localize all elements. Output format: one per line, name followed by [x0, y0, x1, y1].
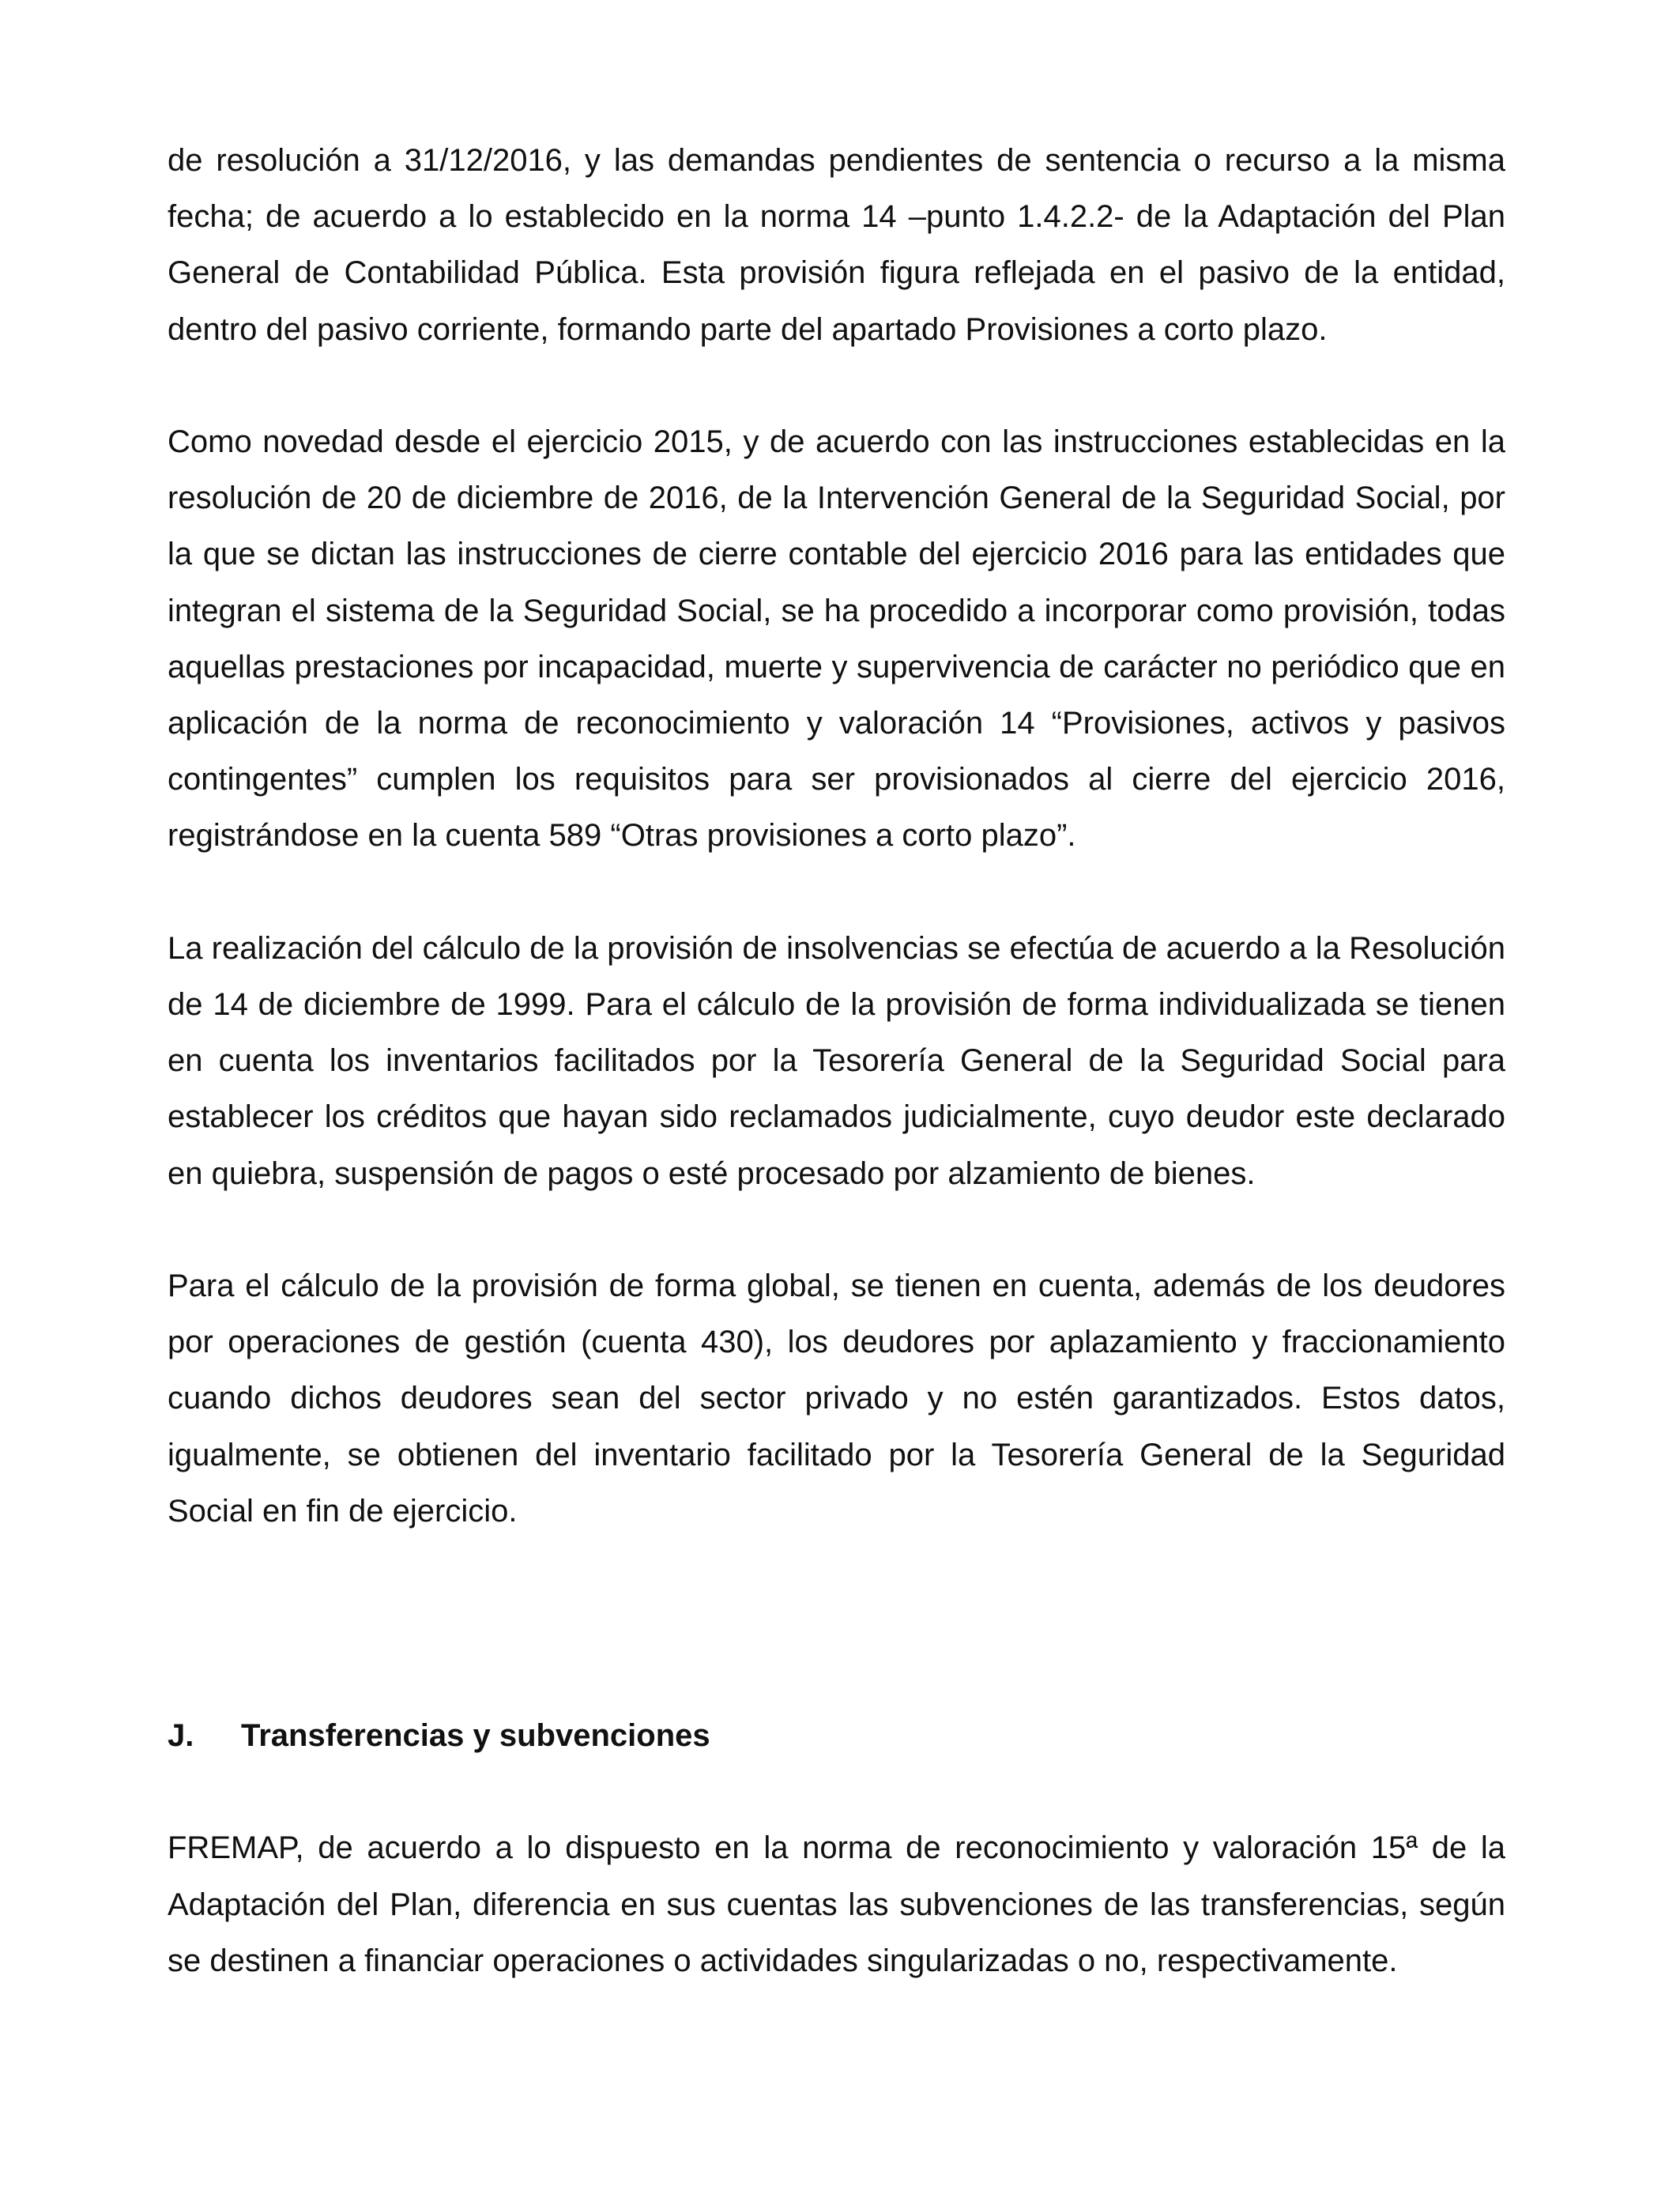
paragraph-insolvency-global: Para el cálculo de la provisión de forma global, se tienen en cuenta, además de los deudores por operaciones de gestión (cuenta 430), los deudores por aplazamiento y fraccionamiento cuando dichos deudores sean del sector privado y no estén garantizados. Estos datos, igualmente, se obtienen del inventario facilitado por la Tesorería General de la Seguridad Social en fin de ejercicio.	[168, 1269, 1505, 1529]
section-title: Transferencias y subvenciones	[241, 1718, 710, 1754]
paragraph-provisions-benefits: Como novedad desde el ejercicio 2015, y de acuerdo con las instrucciones establecidas en la resolución de 20 de diciembre de 2016, de la Intervención General de la Seguridad Social, por la que se dictan las instrucciones de cierre contable del ejercicio 2016 para las entidades que integran el sistema de la Seguridad Social, se ha procedido a incorporar como provisión, todas aquellas prestaciones por incapacidad, muerte y supervivencia de carácter no periódico que en aplicación de la norma de reconocimiento y valoración 14 “Provisiones, activos y pasivos contingentes” cumplen los requisitos para ser provisionados al cierre del ejercicio 2016, registrándose en la cuenta 589 “Otras provisiones a corto plazo”.	[168, 424, 1505, 854]
paragraph-transfers-subsidies: FREMAP, de acuerdo a lo dispuesto en la norma de reconocimiento y valoración 15ª de la Adaptación del Plan, diferencia en sus cuentas las subvenciones de las transferencias, según se destinen a financiar operaciones o actividades singularizadas o no, respectivamente.	[168, 1830, 1505, 1978]
section-spacer	[168, 1540, 1505, 1708]
section-heading	[168, 1708, 1505, 1764]
paragraph-insolvency-individual: La realización del cálculo de la provisión de insolvencias se efectúa de acuerdo a la Resolución de 14 de diciembre de 1999. Para el cálculo de la provisión de forma individualizada se tienen en cuenta los inventarios facilitados por la Tesorería General de la Seguridad Social para establecer los créditos que hayan sido reclamados judicialmente, cuyo deudor este declarado en quiebra, suspensión de pagos o esté procesado por alzamiento de bienes.	[168, 930, 1505, 1191]
document-body	[168, 133, 1505, 1989]
section-letter: J.	[168, 1718, 194, 1754]
paragraph-provisions-litigation: de resolución a 31/12/2016, y las demandas pendientes de sentencia o recurso a la misma fecha; de acuerdo a lo establecido en la norma 14 –punto 1.4.2.2- de la Adaptación del Plan General de Contabilidad Pública. Esta provisión figura reflejada en el pasivo de la entidad, dentro del pasivo corriente, formando parte del apartado Provisiones a corto plazo.	[168, 143, 1505, 347]
